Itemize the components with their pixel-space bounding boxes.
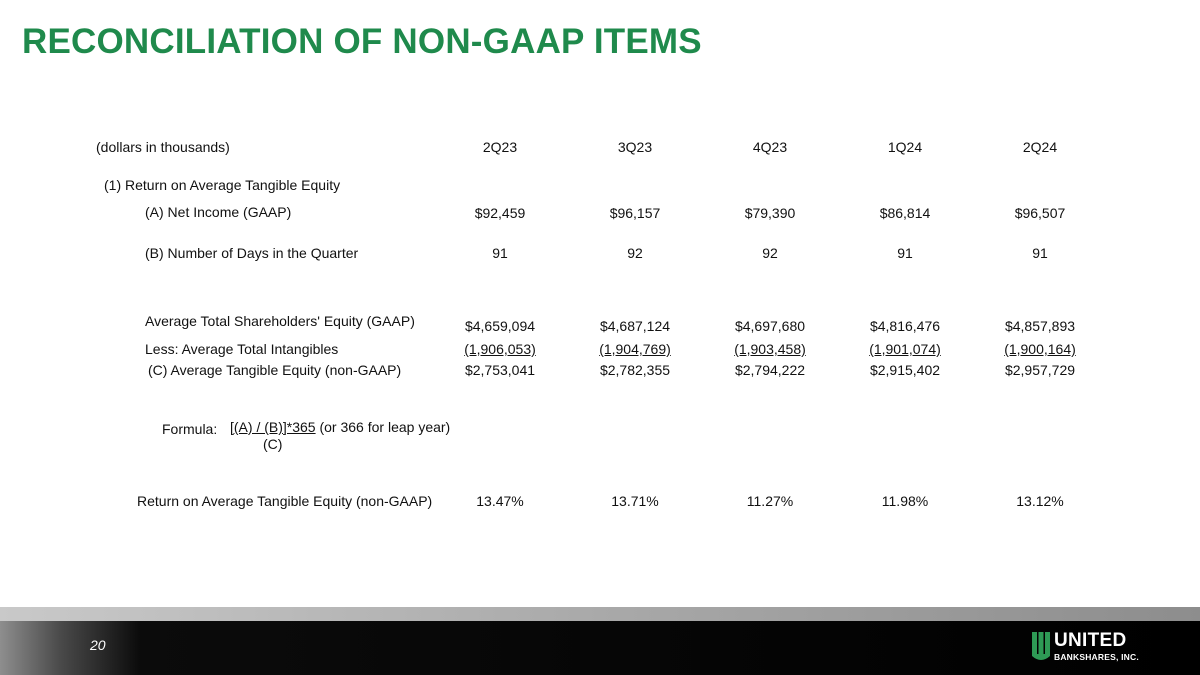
units-label: (dollars in thousands) — [96, 139, 230, 155]
formula-label: Formula: — [162, 421, 218, 437]
logo-subtitle: BANKSHARES, INC. — [1054, 652, 1139, 662]
table-cell: 92 — [627, 245, 643, 261]
table-cell: (1,903,458) — [734, 341, 806, 357]
column-header: 1Q24 — [887, 139, 923, 155]
table-cell: $2,794,222 — [734, 362, 806, 378]
formula-numerator: [(A) / (B)]*365 — [230, 419, 316, 435]
table-cell: $96,157 — [609, 205, 661, 221]
table-cell: $2,782,355 — [599, 362, 671, 378]
row-label-tangible-equity: (C) Average Tangible Equity (non-GAAP) — [148, 362, 402, 378]
table-cell: (1,901,074) — [869, 341, 941, 357]
table-cell: 92 — [762, 245, 778, 261]
table-cell: 13.71% — [611, 493, 659, 509]
column-header: 2Q23 — [482, 139, 518, 155]
table-cell: $2,915,402 — [869, 362, 941, 378]
table-cell: 13.47% — [476, 493, 524, 509]
table-cell: $4,816,476 — [869, 318, 941, 334]
table-cell: $2,753,041 — [464, 362, 536, 378]
logo-wordmark: UNITED — [1054, 630, 1127, 651]
table-cell: 11.27% — [746, 493, 794, 509]
page-title: RECONCILIATION OF NON-GAAP ITEMS — [22, 22, 702, 61]
row-label-avg-equity: Average Total Shareholders' Equity (GAAP) — [145, 313, 415, 329]
table-cell: $2,957,729 — [1004, 362, 1076, 378]
formula-denominator: (C) — [263, 436, 283, 452]
table-cell: (1,900,164) — [1004, 341, 1076, 357]
row-label-days: (B) Number of Days in the Quarter — [145, 245, 359, 261]
row-label-intangibles: Less: Average Total Intangibles — [145, 341, 339, 357]
table-cell: $79,390 — [744, 205, 796, 221]
company-logo — [1032, 632, 1152, 664]
footer-gradient-band — [0, 607, 1200, 621]
table-cell: $86,814 — [879, 205, 931, 221]
table-cell: (1,906,053) — [464, 341, 536, 357]
table-cell: (1,904,769) — [599, 341, 671, 357]
table-cell: 11.98% — [881, 493, 929, 509]
table-cell: $96,507 — [1014, 205, 1066, 221]
page-number: 20 — [90, 637, 106, 653]
column-header: 4Q23 — [752, 139, 788, 155]
table-cell: $4,687,124 — [599, 318, 671, 334]
table-cell: 91 — [897, 245, 913, 261]
formula-expression — [230, 419, 450, 435]
column-header: 3Q23 — [617, 139, 653, 155]
table-cell: $4,857,893 — [1004, 318, 1076, 334]
table-cell: $4,659,094 — [464, 318, 536, 334]
footer-bar — [0, 621, 1200, 675]
table-cell: $92,459 — [474, 205, 526, 221]
logo-mark-icon — [1032, 632, 1050, 662]
formula-note: (or 366 for leap year) — [315, 419, 451, 435]
table-cell: 13.12% — [1016, 493, 1064, 509]
table-cell: $4,697,680 — [734, 318, 806, 334]
section-label: (1) Return on Average Tangible Equity — [104, 177, 341, 193]
row-label-net-income: (A) Net Income (GAAP) — [145, 204, 292, 220]
column-header: 2Q24 — [1022, 139, 1058, 155]
table-cell: 91 — [1032, 245, 1048, 261]
table-cell: 91 — [492, 245, 508, 261]
row-label-rote: Return on Average Tangible Equity (non-GAAP) — [137, 493, 433, 509]
